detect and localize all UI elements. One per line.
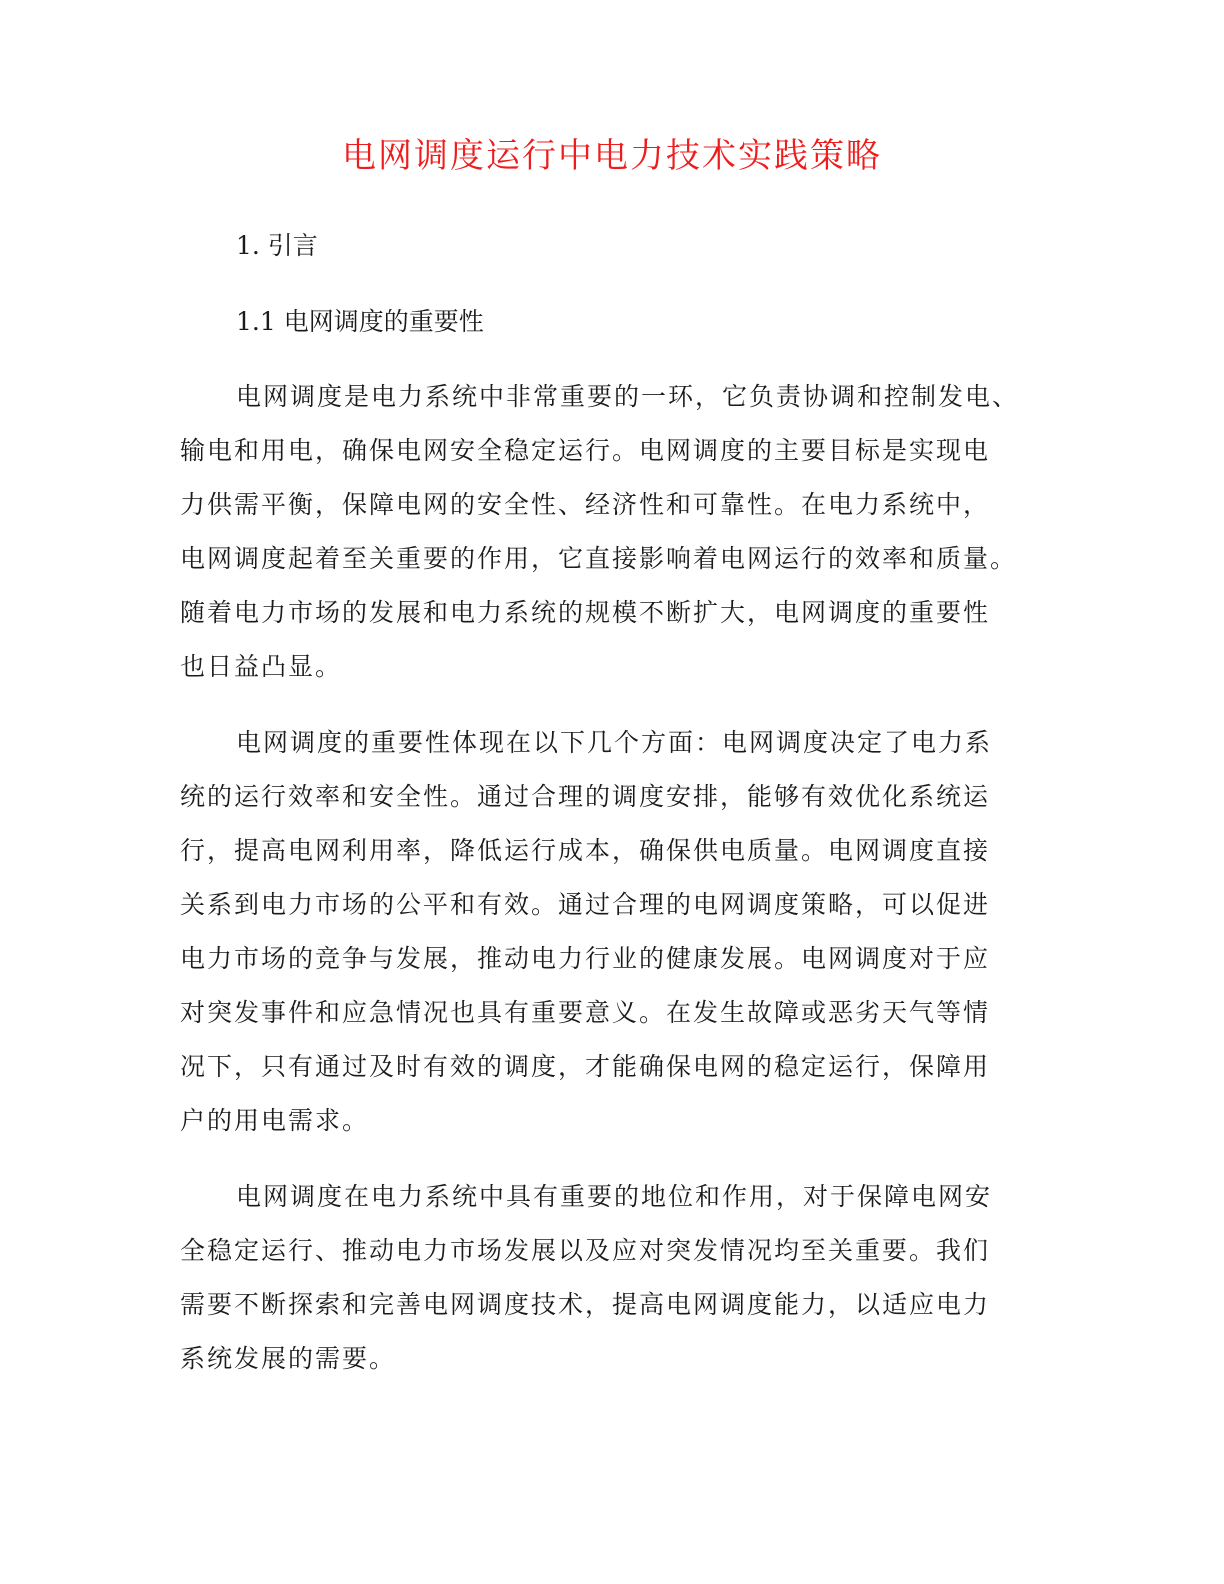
paragraph-line: 电网调度的重要性体现在以下几个方面：电网调度决定了电力系 (236, 728, 993, 757)
paragraph-line: 力供需平衡，保障电网的安全性、经济性和可靠性。在电力系统中， (180, 490, 991, 519)
paragraph-line: 系统发展的需要。 (180, 1344, 397, 1373)
paragraph-line: 电网调度在电力系统中具有重要的地位和作用，对于保障电网安 (236, 1182, 993, 1211)
paragraph-line: 电力市场的竞争与发展，推动电力行业的健康发展。电网调度对于应 (180, 944, 991, 973)
paragraph-line: 对突发事件和应急情况也具有重要意义。在发生故障或恶劣天气等情 (180, 998, 991, 1027)
section-heading-introduction: 1. 引言 (236, 231, 318, 260)
paragraph-2 (180, 716, 1060, 1148)
paragraph-line: 随着电力市场的发展和电力系统的规模不断扩大，电网调度的重要性 (180, 598, 991, 627)
paragraph-line: 关系到电力市场的公平和有效。通过合理的电网调度策略，可以促进 (180, 890, 991, 919)
paragraph-line: 电网调度是电力系统中非常重要的一环，它负责协调和控制发电、 (236, 382, 1020, 411)
paragraph-line: 输电和用电，确保电网安全稳定运行。电网调度的主要目标是实现电 (180, 436, 991, 465)
paragraph-1 (180, 370, 1060, 694)
paragraph-line: 况下，只有通过及时有效的调度，才能确保电网的稳定运行，保障用 (180, 1052, 991, 1081)
subsection-heading-importance: 1.1 电网调度的重要性 (236, 307, 484, 336)
paragraph-line: 户的用电需求。 (180, 1106, 370, 1135)
paragraph-line: 统的运行效率和安全性。通过合理的调度安排，能够有效优化系统运 (180, 782, 991, 811)
paragraph-line: 电网调度起着至关重要的作用，它直接影响着电网运行的效率和质量。 (180, 544, 1018, 573)
paragraph-3 (180, 1170, 1060, 1386)
paragraph-line: 也日益凸显。 (180, 652, 343, 681)
paragraph-line: 需要不断探索和完善电网调度技术，提高电网调度能力，以适应电力 (180, 1290, 991, 1319)
paragraph-line: 行，提高电网利用率，降低运行成本，确保供电质量。电网调度直接 (180, 836, 991, 865)
paragraph-line: 全稳定运行、推动电力市场发展以及应对突发情况均至关重要。我们 (180, 1236, 991, 1265)
document-title: 电网调度运行中电力技术实践策略 (342, 136, 882, 176)
